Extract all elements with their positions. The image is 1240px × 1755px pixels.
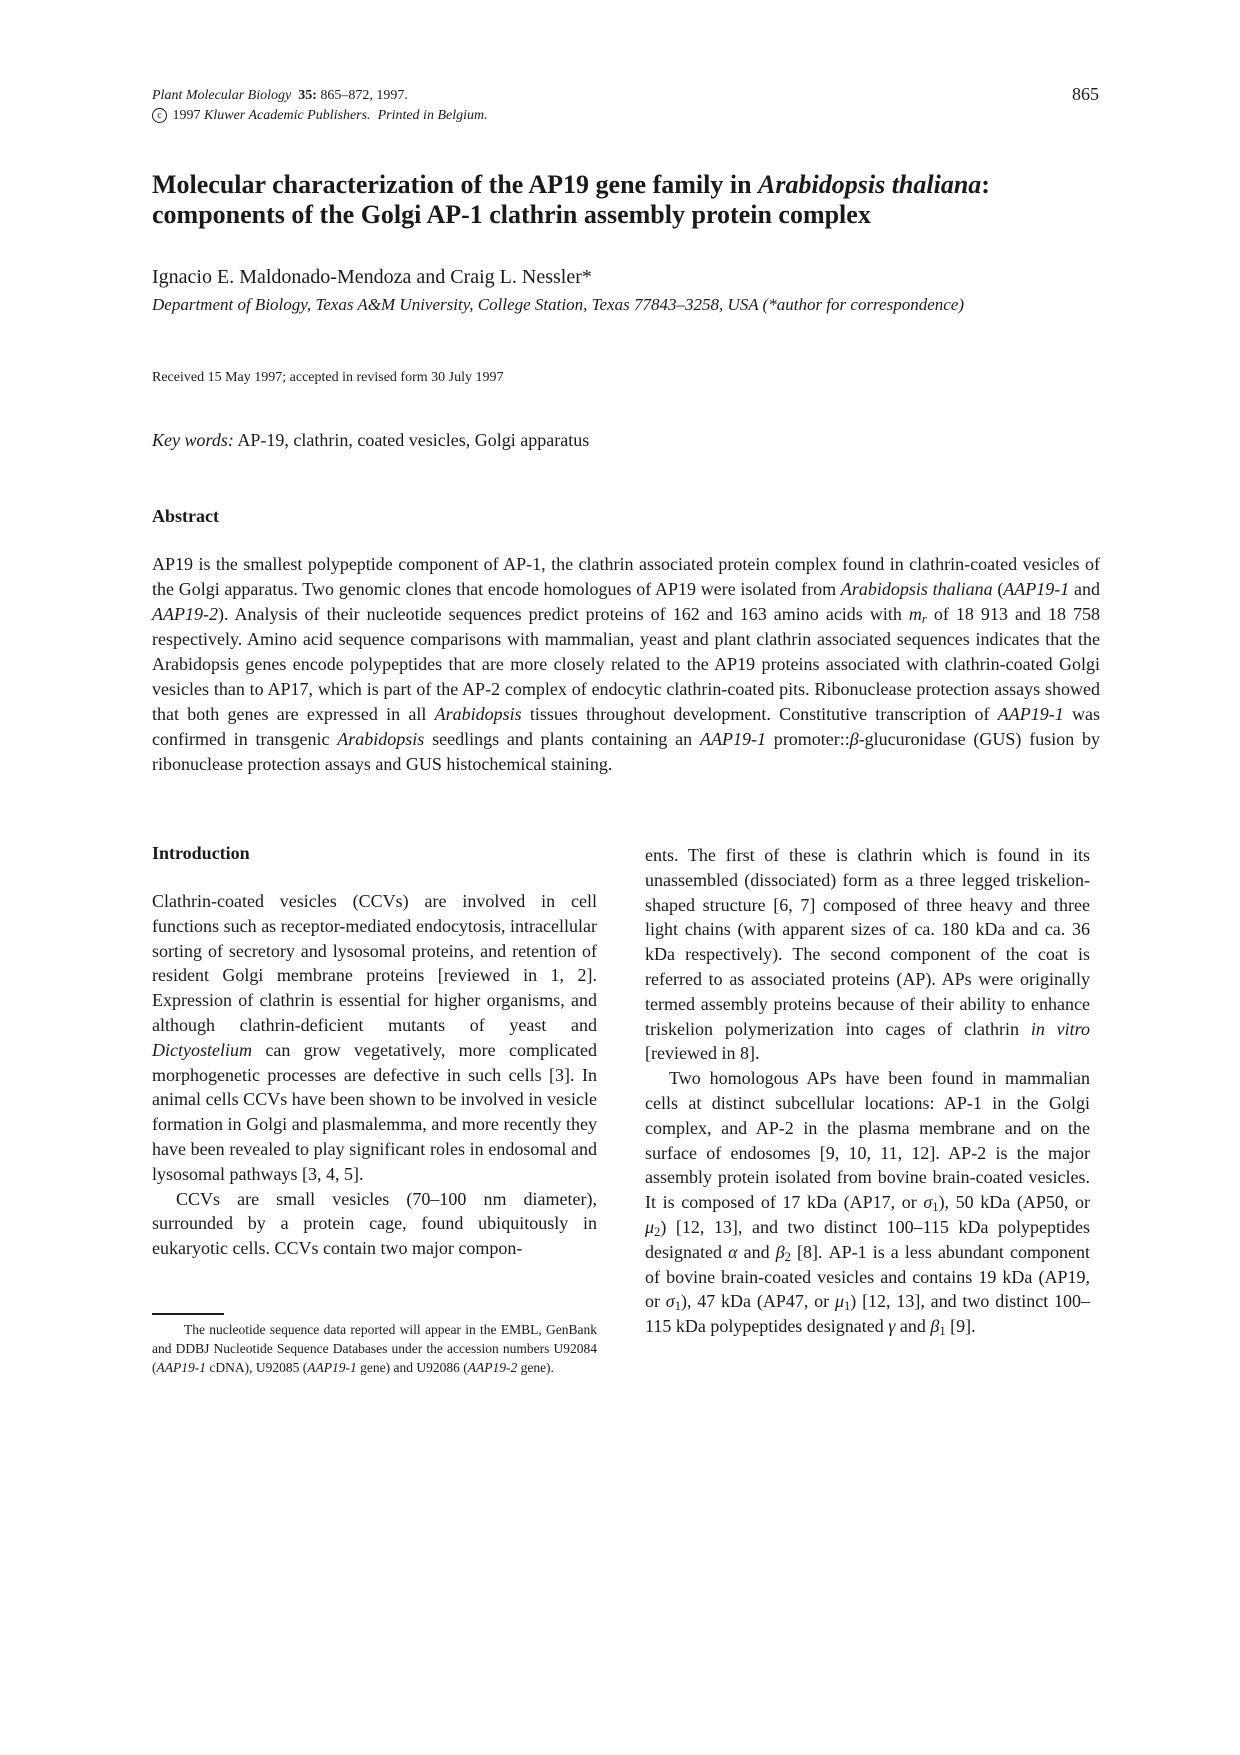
intro-paragraph-2-start: CCVs are small vesicles (70–100 nm diameter), surrounded by a protein cage, found ubiquitously in eukaryotic cells. CCVs contain two major compon-	[152, 1188, 597, 1259]
footnote: The nucleotide sequence data reported will appear in the EMBL, GenBank and DDBJ Nucleotide Sequence Databases under the accession numbers U92084 (AAP19-1 cDNA), U92085 (AAP19-1 gene) and U92086 (AAP19-2 gene).	[152, 1322, 597, 1375]
right-column	[645, 843, 1090, 1339]
abstract-text: AP19 is the smallest polypeptide component of AP-1, the clathrin associated protein complex found in clathrin-coated vesicles of the Golgi apparatus. Two genomic clones that encode homologues of AP19 were isolated from Arabidopsis thaliana (AAP19-1 and AAP19-2). Analysis of their nucleotide sequences predict proteins of 162 and 163 amino acids with $m_r$ of 18 913 and 18 758 respectively. Amino acid sequence comparisons with mammalian, yeast and plant clathrin associated sequences indicates that the Arabidopsis genes encode polypeptides that are more closely related to the AP19 proteins associated with clathrin-coated Golgi vesicles than to AP17, which is part of the AP-2 complex of endocytic clathrin-coated pits. Ribonuclease protection assays showed that both genes are expressed in all Arabidopsis tissues throughout development. Constitutive transcription of AAP19-1 was confirmed in transgenic Arabidopsis seedlings and plants containing an AAP19-1 promoter::β-glucuronidase (GUS) fusion by ribonuclease protection assays and GUS histochemical staining.	[152, 554, 1101, 774]
abstract-heading: Abstract	[152, 506, 219, 526]
authors: Ignacio E. Maldonado-Mendoza and Craig L. Nessler*	[152, 266, 592, 288]
copyright-icon: c	[152, 108, 167, 123]
intro-paragraph-2-continued: ents. The first of these is clathrin which is found in its unassembled (dissociated) form as a three legged triskelion-shaped structure [6, 7] composed of three heavy and three light chains (with apparent sizes of ca. 180 kDa and ca. 36 kDa respectively). The second component of the coat is referred to as associated proteins (AP). APs were originally termed assembly proteins because of their ability to enhance triskelion polymerization into cages of clathrin in vitro [reviewed in 8].	[645, 845, 1090, 1064]
article-title: Molecular characterization of the AP19 gene family in Arabidopsis thaliana: components of the Golgi AP-1 clathrin assembly protein complex	[152, 170, 990, 229]
journal-citation: Plant Molecular Biology 35: 865–872, 1997.	[152, 88, 408, 103]
intro-paragraph-1: Clathrin-coated vesicles (CCVs) are involved in cell functions such as receptor-mediated endocytosis, intracellular sorting of secretory and lysosomal proteins, and retention of resident Golgi membrane proteins [reviewed in 1, 2]. Expression of clathrin is essential for higher organisms, and although clathrin-deficient mutants of yeast and Dictyostelium can grow vegetatively, more complicated morphogenetic processes are defective in such cells [3]. In animal cells CCVs have been shown to be involved in vesicle formation in Golgi and plasmalemma, and more recently they have been revealed to play significant roles in endosomal and lysosomal pathways [3, 4, 5].	[152, 891, 597, 1184]
received-dates: Received 15 May 1997; accepted in revised form 30 July 1997	[152, 370, 504, 385]
page-number: 865	[1072, 84, 1099, 104]
introduction-heading: Introduction	[152, 843, 250, 863]
affiliation: Department of Biology, Texas A&M University, College Station, Texas 77843–3258, USA (*author for correspondence)	[152, 295, 964, 314]
keywords: Key words: AP-19, clathrin, coated vesicles, Golgi apparatus	[152, 430, 590, 450]
footnote-rule	[152, 1313, 224, 1315]
copyright-line: c 1997 Kluwer Academic Publishers. Printed in Belgium.	[152, 106, 488, 126]
intro-paragraph-3: Two homologous APs have been found in mammalian cells at distinct subcellular locations: AP-1 in the Golgi complex, and AP-2 in the plasma membrane and on the surface of endosomes [9, 10, 11, 12]. AP-2 is the major assembly protein isolated from bovine brain-coated vesicles. It is composed of 17 kDa (AP17, or $\sigma_1$), 50 kDa (AP50, or $\mu_2$) [12, 13], and two distinct 100–115 kDa polypeptides designated α and $\beta_2$ [8]. AP-1 is a less abundant component of bovine brain-coated vesicles and contains 19 kDa (AP19, or $\sigma_1$), 47 kDa (AP47, or $\mu_1$) [12, 13], and two distinct 100–115 kDa polypeptides designated γ and $\beta_1$ [9].	[645, 1068, 1091, 1339]
left-column	[152, 889, 597, 1261]
